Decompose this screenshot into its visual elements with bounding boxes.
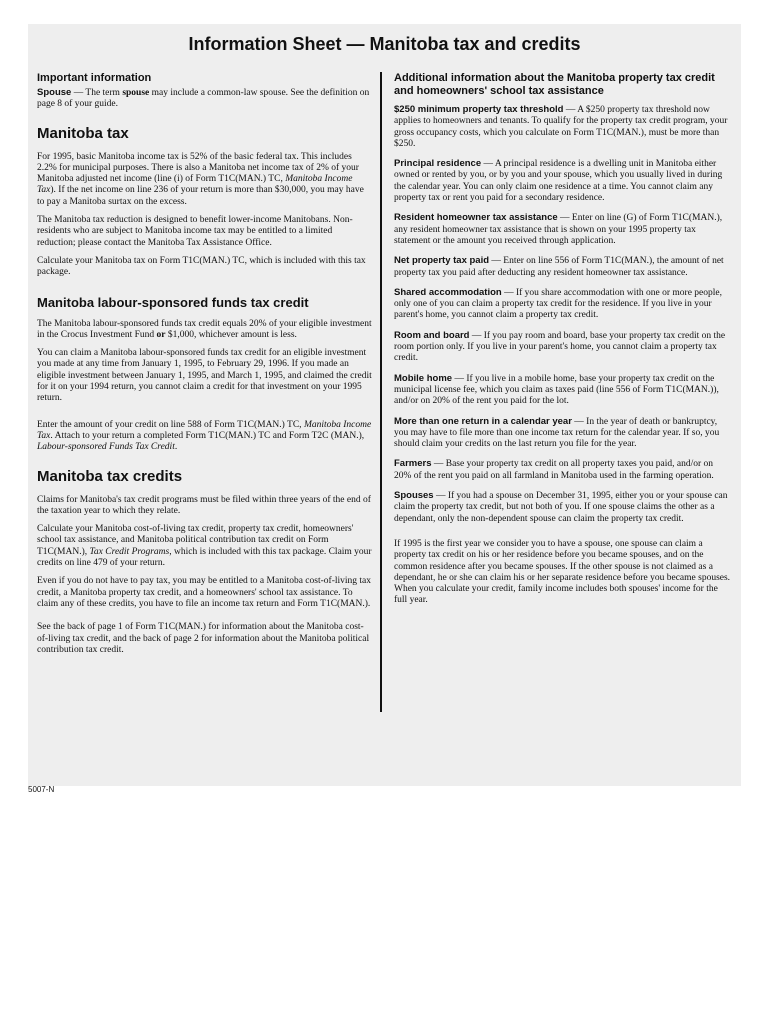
additional-information-heading: Additional information about the Manitoba property tax credit and homeowners' school tax assistance bbox=[394, 72, 715, 97]
definition-text: — A $250 property tax threshold now applies to homeowners and tenants. To qualify for the property tax credit program, your gross occupancy costs, which you calculate on Form T1C(MAN.), must be more than $250. bbox=[394, 105, 728, 149]
credits-paragraph-1: Claims for Manitoba's tax credit programs must be filed within three years of the end of the taxation year to which they relate. bbox=[37, 494, 371, 516]
right-column bbox=[394, 72, 731, 607]
definition-text: — A principal residence is a dwelling unit in Manitoba either owned or rented by you, or by you and your spouse, which you usually lived in during the calendar year. You can only claim one residence at a time. You cannot claim any property tax or rent you paid for a secondary residence. bbox=[394, 159, 723, 204]
credits-paragraph-4: See the back of page 1 of Form T1C(MAN.) for information about the Manitoba cost-of-living tax credit, and the back of page 2 for information about the Manitoba political contribution tax credit. bbox=[37, 622, 370, 655]
definition-term: Mobile home bbox=[394, 372, 453, 384]
first-year-spouse-paragraph: If 1995 is the first year we consider you to have a spouse, one spouse can claim a property tax credit on his or her residence before you became spouses, and on the common residence after you became spouses. If the other spouse is not claimed as a dependant, he or she can claim his or her separate residence before you became spouses. When you calculate your credit, family income includes both spouses' income for the full year. bbox=[394, 538, 731, 606]
definition-term: Shared accommodation bbox=[394, 286, 502, 298]
labour-paragraph-2: You can claim a Manitoba labour-sponsored funds tax credit for an eligible investment you made at any time from January 1, 1995, to February 29, 1996. If you made an eligible investment between January 1, 1995, and March 1, 1995, and claimed the credit for it on your 1994 return, you cannot claim a credit for that investment on your 1995 return. bbox=[37, 348, 372, 404]
definition-item bbox=[394, 212, 731, 247]
definition-term: Farmers bbox=[394, 458, 432, 470]
important-information-heading: Important information bbox=[37, 72, 152, 84]
definition-term: Spouses bbox=[394, 490, 434, 502]
spouse-paragraph: Spouse — The term spouse may include a common-law spouse. See the definition on page 8 of your guide. bbox=[37, 87, 370, 110]
definition-text: — In the year of death or bankruptcy, you may have to file more than one income tax return for the calendar year. If so, you should claim your credits on the last return you file for the year. bbox=[394, 416, 720, 450]
definition-text: — If you share accommodation with one or more people, only one of you can claim a property tax credit for the residence. If you live in your parent's home, you cannot claim a property tax credit. bbox=[394, 287, 722, 321]
labour-sponsored-heading: Manitoba labour-sponsored funds tax credit bbox=[37, 294, 309, 310]
manitoba-tax-paragraph-2: The Manitoba tax reduction is designed to benefit lower-income Manitobans. Non-residents who are subject to Manitoba income tax may be entitled to a limited reduction; please contact the Manitoba Tax Assistance Office. bbox=[37, 215, 353, 248]
definition-term: Net property tax paid bbox=[394, 255, 490, 267]
definition-item bbox=[394, 255, 731, 279]
definition-term: $250 minimum property tax threshold bbox=[394, 104, 564, 115]
definition-item bbox=[394, 158, 731, 204]
labour-paragraph-1: The Manitoba labour-sponsored funds tax credit equals 20% of your eligible investment in the Crocus Investment Fund or $1,000, whichever amount is less. bbox=[37, 318, 372, 340]
labour-paragraph-3: Enter the amount of your credit on line 588 of Form T1C(MAN.) TC, Manitoba Income Tax. Attach to your return a completed Form T1C(MAN.) TC and Form T2C (MAN.), Labour-sponsored Funds Tax Credit. bbox=[37, 419, 372, 453]
definition-term: More than one return in a calendar year bbox=[394, 415, 572, 427]
definition-item bbox=[394, 416, 731, 451]
definition-item bbox=[394, 287, 731, 322]
right-items bbox=[394, 104, 731, 525]
manitoba-tax-heading: Manitoba tax bbox=[37, 124, 129, 142]
definition-item bbox=[394, 490, 731, 525]
manitoba-tax-paragraph-1: For 1995, basic Manitoba income tax is 52% of the basic federal tax. This includes 2.2% for municipal purposes. There is also a Manitoba net income tax of 2% of your Manitoba adjusted net income (line (i) of Form T1C(MAN.) TC, Manitoba Income Tax). If the net income on line 236 of your return is more than $30,000, you may have to pay a Manitoba surtax on the excess. bbox=[37, 151, 364, 207]
information-sheet bbox=[28, 24, 741, 786]
left-column bbox=[37, 72, 372, 656]
manitoba-tax-paragraph-3: Calculate your Manitoba tax on Form T1C(MAN.) TC, which is included with this tax package. bbox=[37, 255, 366, 278]
definition-text: — If you pay room and board, base your property tax credit on the room portion only. If you live in your parent's home, you cannot claim a property tax credit. bbox=[394, 330, 726, 364]
definition-item bbox=[394, 373, 731, 408]
definition-text: — If you live in a mobile home, base your property tax credit on the municipal license fee, which you claim as taxes paid (line 556 of Form T1C(MAN.)), and/or on 20% of the rent you paid for the lot. bbox=[394, 373, 719, 407]
credits-paragraph-3: Even if you do not have to pay tax, you may be entitled to a Manitoba cost-of-living tax credit, a Manitoba property tax credit, and a homeowners' school tax assistance. To claim any of these credits, you have to file an income tax return and Form T1C(MAN.). bbox=[37, 576, 372, 609]
definition-text: — If you had a spouse on December 31, 1995, either you or your spouse can claim the property tax credit, but not both of you. If one spouse claims the other as a dependant, only the non-dependent spouse can claim the property tax credit. bbox=[394, 491, 728, 524]
credits-paragraph-2: Calculate your Manitoba cost-of-living tax credit, property tax credit, homeowners' school tax assistance, and Manitoba political contribution tax credit on Form T1C(MAN.), Tax Credit Programs, which is included with this tax package. Claim your credits on line 479 of your return. bbox=[37, 524, 372, 569]
definition-text: — Enter on line 556 of Form T1C(MAN.), the amount of net property tax you paid after deducting any resident homeowner tax assistance. bbox=[394, 256, 724, 278]
definition-text: — Enter on line (G) of Form T1C(MAN.), any resident homeowner tax assistance that is shown on your 1995 property tax statement or the amount you received through application. bbox=[394, 213, 723, 246]
column-divider bbox=[380, 72, 382, 712]
page-title: Information Sheet — Manitoba tax and credits bbox=[188, 34, 581, 54]
definition-text: — Base your property tax credit on all property taxes you paid, and/or on 20% of the rent you paid on all farmland in Manitoba used in the farming operation. bbox=[394, 459, 714, 481]
definition-term: Resident homeowner tax assistance bbox=[394, 212, 558, 224]
manitoba-tax-credits-heading: Manitoba tax credits bbox=[37, 467, 183, 485]
definition-term: Room and board bbox=[394, 329, 470, 341]
definition-item bbox=[394, 104, 731, 150]
definition-item bbox=[394, 330, 731, 365]
form-code: 5007-N bbox=[28, 785, 55, 794]
definition-item bbox=[394, 458, 731, 482]
definition-term: Principal residence bbox=[394, 158, 482, 170]
